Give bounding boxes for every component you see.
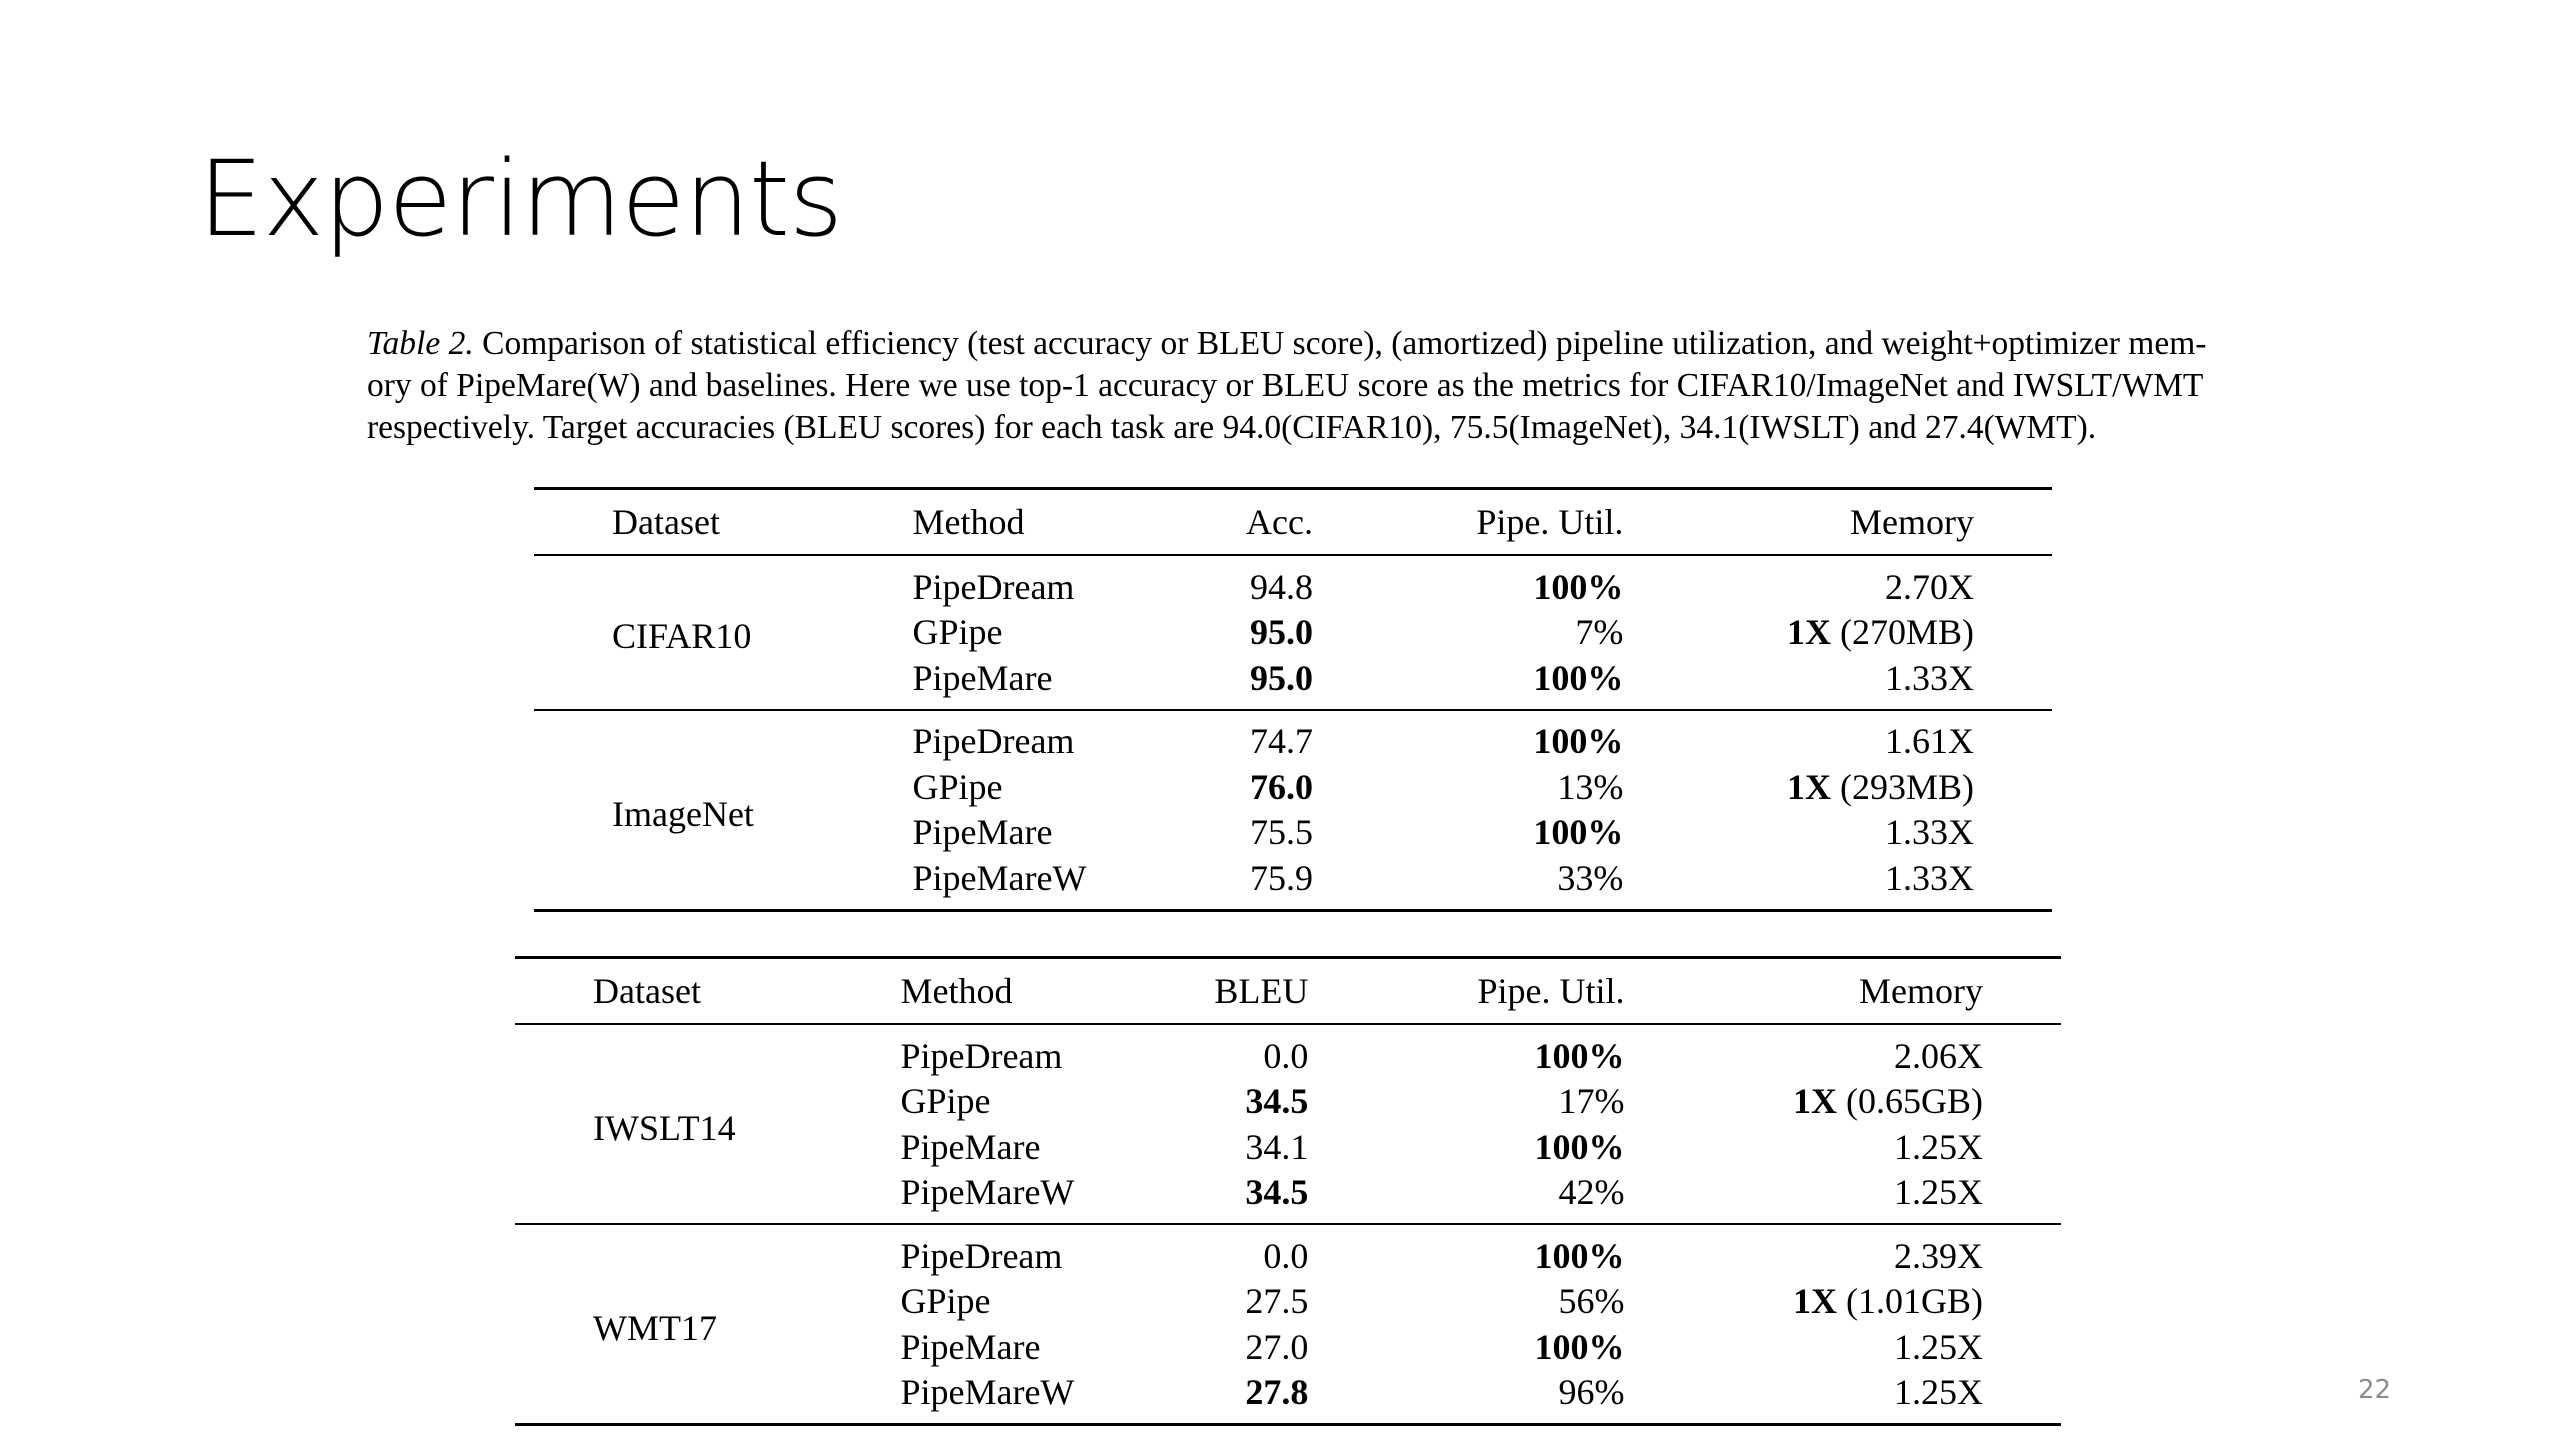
pipe-util-cell: 42% bbox=[1558, 1172, 1625, 1213]
method-cell: PipeMareW bbox=[900, 1372, 1075, 1413]
memory-cell: 1X (1.01GB) bbox=[1793, 1281, 1983, 1322]
method-cell: PipeMare bbox=[900, 1126, 1041, 1167]
memory-cell: 1.25X bbox=[1894, 1326, 1983, 1367]
method-cell: PipeDream bbox=[900, 1035, 1063, 1076]
pipe-util-cell: 100% bbox=[1534, 1035, 1625, 1076]
memory-cell: 2.06X bbox=[1894, 1035, 1983, 1076]
table-caption bbox=[367, 323, 2227, 449]
accuracy-cell: 94.8 bbox=[1250, 566, 1313, 607]
method-cell: PipeDream bbox=[900, 1235, 1063, 1276]
dataset-cell: WMT17 bbox=[593, 1308, 717, 1348]
table-row bbox=[534, 555, 2052, 610]
header-accuracy: Acc. bbox=[1246, 502, 1313, 542]
memory-cell: 2.70X bbox=[1885, 566, 1974, 607]
accuracy-table bbox=[534, 487, 2052, 912]
header-method: Method bbox=[912, 502, 1025, 542]
memory-cell: 1.25X bbox=[1894, 1372, 1983, 1413]
pipe-util-cell: 7% bbox=[1575, 612, 1624, 653]
bleu-cell: 27.0 bbox=[1245, 1326, 1309, 1367]
method-cell: GPipe bbox=[912, 766, 1003, 807]
dataset-cell: ImageNet bbox=[612, 793, 754, 834]
table-row bbox=[534, 710, 2052, 765]
method-cell: PipeMareW bbox=[900, 1172, 1075, 1213]
page-number: 22 bbox=[2358, 1375, 2392, 1405]
memory-cell: 1.33X bbox=[1885, 857, 1974, 898]
method-cell: GPipe bbox=[900, 1281, 991, 1322]
accuracy-cell: 75.5 bbox=[1250, 812, 1313, 853]
pipe-util-cell: 100% bbox=[1534, 1126, 1625, 1167]
method-cell: PipeMare bbox=[912, 812, 1053, 853]
header-memory: Memory bbox=[1859, 971, 1983, 1011]
bleu-cell: 0.0 bbox=[1263, 1035, 1309, 1076]
method-cell: GPipe bbox=[900, 1081, 991, 1122]
memory-cell: 1.61X bbox=[1885, 721, 1974, 762]
dataset-cell: IWSLT14 bbox=[593, 1108, 736, 1148]
method-cell: PipeDream bbox=[912, 721, 1075, 762]
bleu-table bbox=[515, 956, 2061, 1426]
bleu-cell: 34.1 bbox=[1245, 1126, 1309, 1167]
pipe-util-cell: 100% bbox=[1534, 1326, 1625, 1367]
group-iwslt14 bbox=[515, 1024, 2061, 1224]
accuracy-cell: 74.7 bbox=[1250, 721, 1313, 762]
pipe-util-cell: 100% bbox=[1534, 1235, 1625, 1276]
pipe-util-cell: 17% bbox=[1558, 1081, 1625, 1122]
slide-title: Experiments bbox=[198, 138, 843, 260]
memory-cell: 1X (293MB) bbox=[1787, 766, 1974, 807]
pipe-util-cell: 100% bbox=[1533, 566, 1624, 607]
table-row bbox=[515, 1024, 2061, 1079]
method-cell: PipeMare bbox=[900, 1326, 1041, 1367]
bleu-cell: 34.5 bbox=[1245, 1081, 1309, 1122]
memory-cell: 1X (270MB) bbox=[1787, 612, 1974, 653]
group-imagenet bbox=[534, 710, 2052, 911]
group-wmt17 bbox=[515, 1224, 2061, 1425]
bleu-cell: 0.0 bbox=[1263, 1235, 1309, 1276]
method-cell: PipeDream bbox=[912, 566, 1075, 607]
method-cell: GPipe bbox=[912, 612, 1003, 653]
table-header-row bbox=[515, 958, 2061, 1025]
pipe-util-cell: 100% bbox=[1533, 657, 1624, 698]
pipe-util-cell: 13% bbox=[1557, 766, 1624, 807]
dataset-cell: CIFAR10 bbox=[612, 616, 752, 657]
header-pipe-util: Pipe. Util. bbox=[1476, 502, 1624, 542]
pipe-util-cell: 56% bbox=[1558, 1281, 1625, 1322]
table-row bbox=[515, 1224, 2061, 1279]
memory-cell: 1.33X bbox=[1885, 657, 1974, 698]
memory-cell: 1.25X bbox=[1894, 1126, 1983, 1167]
memory-cell: 1X (0.65GB) bbox=[1793, 1081, 1983, 1122]
caption-line-2: ory of PipeMare(W) and baselines. Here we use top-1 accuracy or BLEU score as the metrics for CIFAR10/ImageNet and IWSLT/WMT bbox=[367, 367, 2204, 404]
method-cell: PipeMare bbox=[912, 657, 1053, 698]
caption-line-1: Table 2. Comparison of statistical efficiency (test accuracy or BLEU score), (amortized) pipeline utilization, and weight+optimizer mem- bbox=[367, 325, 2207, 362]
table-header-row bbox=[534, 489, 2052, 556]
accuracy-cell: 75.9 bbox=[1250, 857, 1313, 898]
pipe-util-cell: 100% bbox=[1533, 721, 1624, 762]
bleu-cell: 27.8 bbox=[1245, 1372, 1309, 1413]
caption-lead: Table 2. bbox=[367, 325, 474, 362]
method-cell: PipeMareW bbox=[912, 857, 1087, 898]
header-dataset: Dataset bbox=[612, 502, 720, 542]
bleu-cell: 34.5 bbox=[1245, 1172, 1309, 1213]
caption-line-3: respectively. Target accuracies (BLEU scores) for each task are 94.0(CIFAR10), 75.5(ImageNet), 34.1(IWSLT) and 27.4(WMT). bbox=[367, 409, 2097, 446]
memory-cell: 1.25X bbox=[1894, 1172, 1983, 1213]
header-method: Method bbox=[900, 971, 1013, 1011]
pipe-util-cell: 33% bbox=[1557, 857, 1624, 898]
accuracy-cell: 95.0 bbox=[1250, 612, 1313, 653]
memory-cell: 2.39X bbox=[1894, 1235, 1983, 1276]
accuracy-cell: 76.0 bbox=[1250, 766, 1313, 807]
accuracy-cell: 95.0 bbox=[1250, 657, 1313, 698]
memory-cell: 1.33X bbox=[1885, 812, 1974, 853]
pipe-util-cell: 100% bbox=[1533, 812, 1624, 853]
pipe-util-cell: 96% bbox=[1558, 1372, 1625, 1413]
header-bleu: BLEU bbox=[1214, 971, 1309, 1011]
header-dataset: Dataset bbox=[593, 971, 701, 1011]
group-cifar10 bbox=[534, 555, 2052, 710]
header-pipe-util: Pipe. Util. bbox=[1477, 971, 1625, 1011]
header-memory: Memory bbox=[1850, 502, 1974, 542]
bleu-cell: 27.5 bbox=[1245, 1281, 1309, 1322]
